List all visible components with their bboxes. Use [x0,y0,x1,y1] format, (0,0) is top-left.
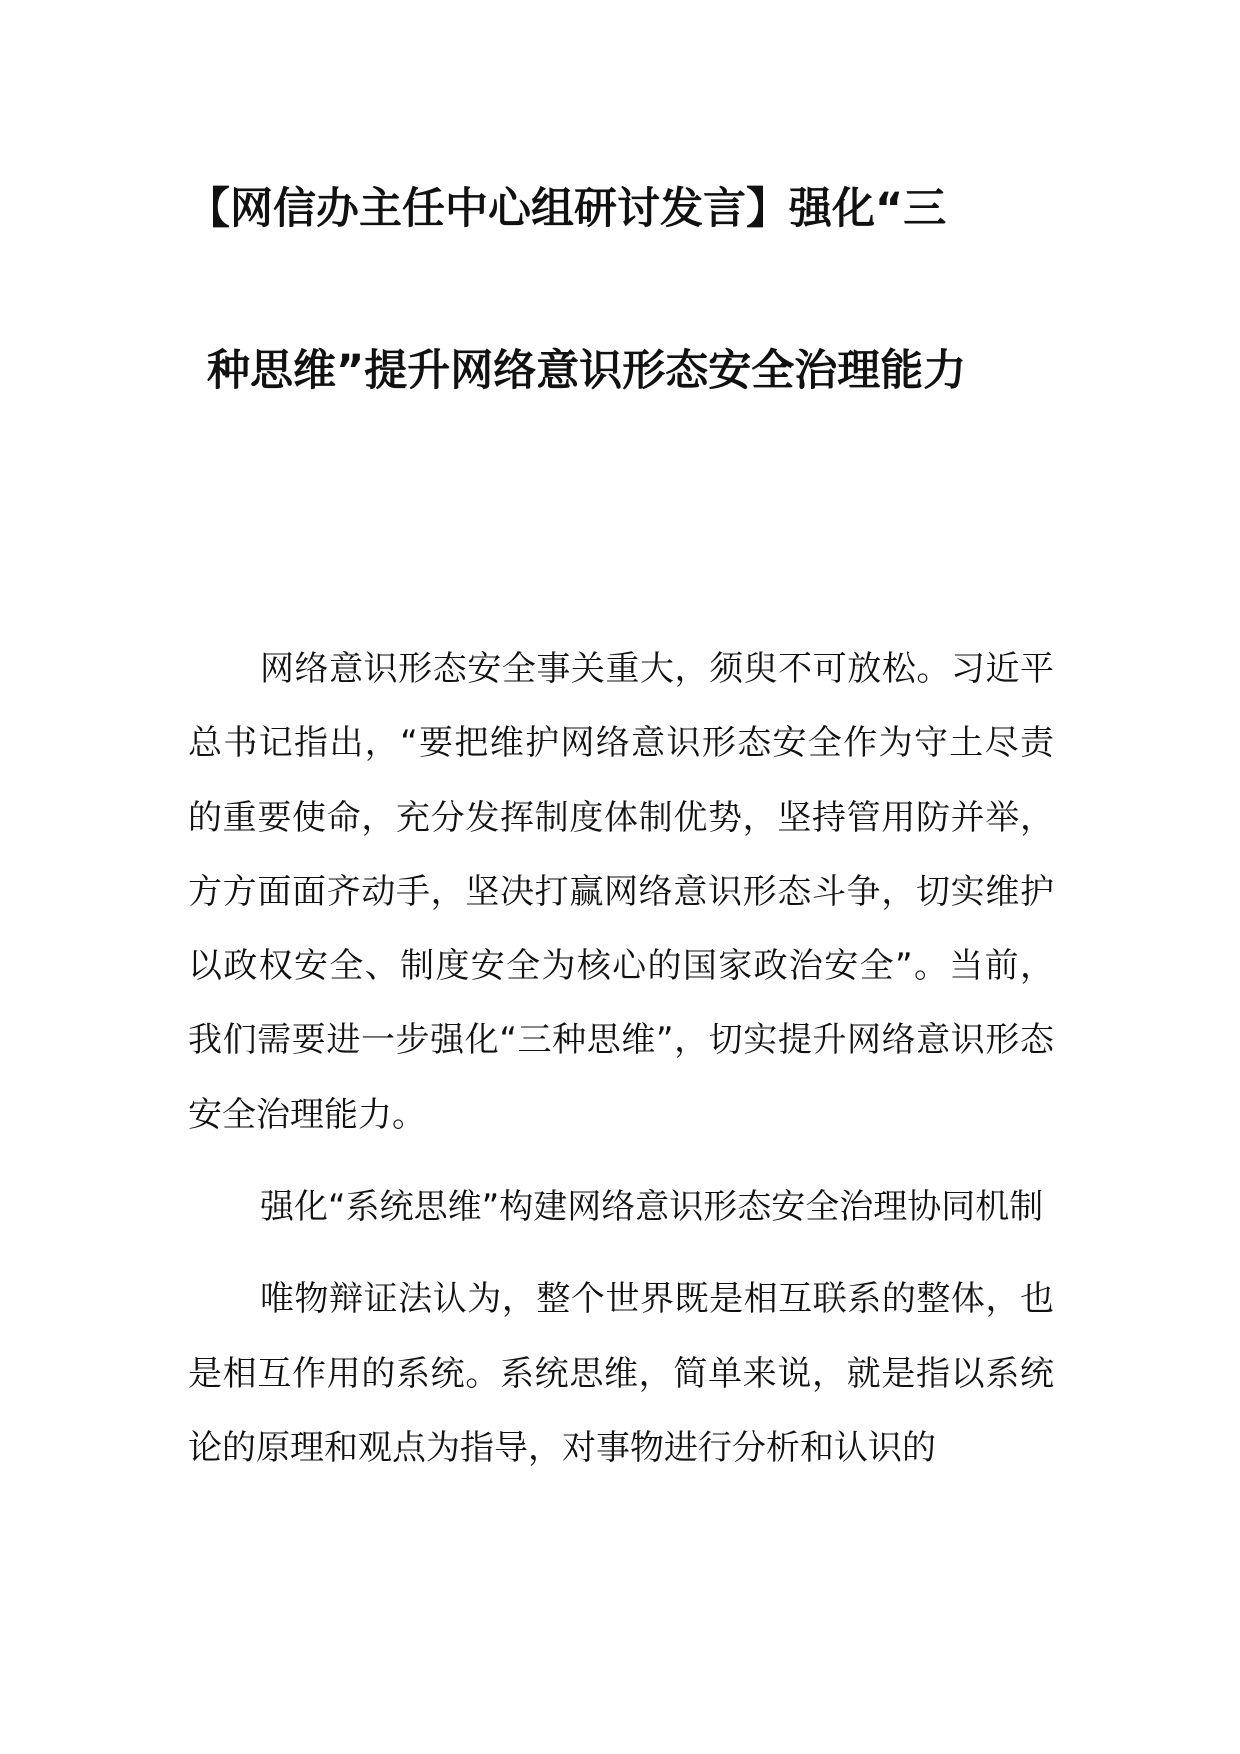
section-heading: 强化“系统思维”构建网络意识形态安全治理协同机制 [260,1187,1044,1228]
title-line-gap [187,250,1057,330]
document-title [187,168,1057,412]
paragraph-intro: 网络意识形态安全事关重大，须臾不可放松。习近平总书记指出，“要把维护网络意识形态安全作为守土尽责的重要使命，充分发挥制度体制优势，坚持管用防并举，方方面面齐动手，坚决打赢网络意识形态斗争，切实维护以政权安全、制度安全为核心的国家政治安全”。当前，我们需要进一步强化“三种思维”，切实提升网络意识形态安全治理能力。 [188,649,1054,1135]
document-body [188,632,1054,1503]
title-line-2: 种思维”提升网络意识形态安全治理能力 [207,346,967,396]
paragraph-system-thinking: 唯物辩证法认为，整个世界既是相互联系的整体，也是相互作用的系统。系统思维，简单来说，就是指以系统论的原理和观点为指导，对事物进行分析和认识的 [188,1279,1054,1468]
title-line-1: 【网信办主任中心组研讨发言】强化“三 [187,184,947,234]
